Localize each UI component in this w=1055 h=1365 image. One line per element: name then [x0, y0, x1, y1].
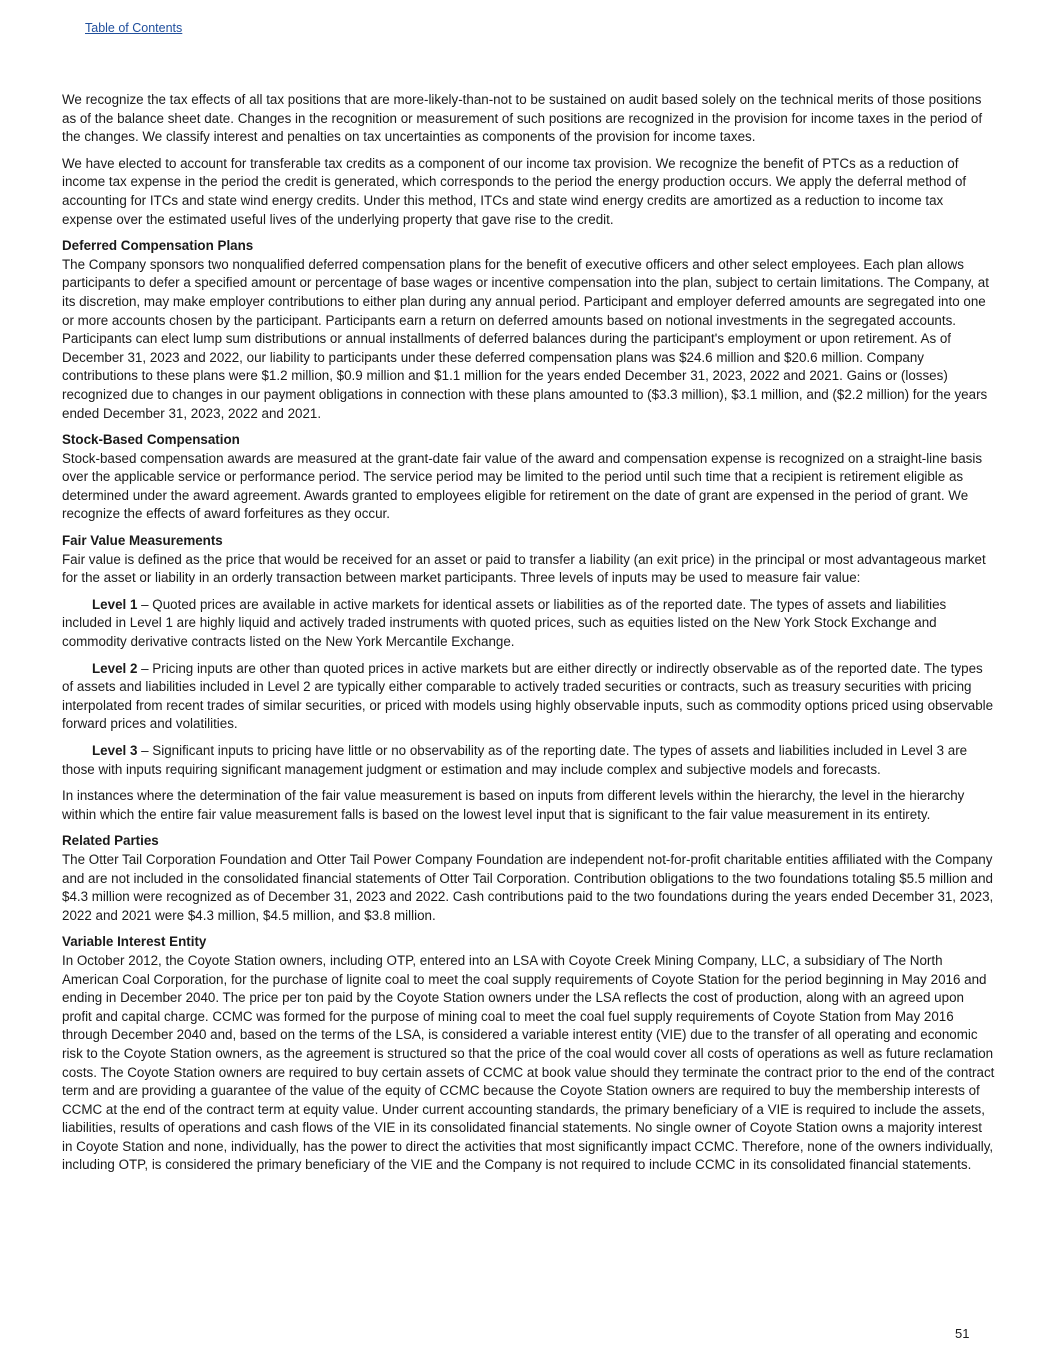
- variable-interest-entity-section: [62, 933, 995, 1175]
- level-2-label: Level 2: [92, 660, 138, 676]
- level-1-label: Level 1: [92, 596, 138, 612]
- table-of-contents-link[interactable]: Table of Contents: [85, 21, 183, 35]
- stock-compensation-section: [62, 431, 995, 524]
- fair-value-hierarchy-paragraph: In instances where the determination of the fair value measurement is based on inputs from different levels within the hierarchy, the level in the hierarchy within which the entire fair value measurement falls is based on the lowest level input that is significant to the fair value measurement in its entirety.: [62, 788, 965, 822]
- stock-compensation-heading: Stock-Based Compensation: [62, 432, 240, 448]
- level-3-paragraph: [62, 742, 995, 779]
- fair-value-heading: Fair Value Measurements: [62, 533, 223, 549]
- level-3-text: – Significant inputs to pricing have little or no observability as of the reporting date. The types of assets and liabilities included in Level 3 are those with inputs requiring significant management judgment or estimation and may include complex and subjective models and forecasts.: [62, 743, 968, 777]
- deferred-compensation-body: The Company sponsors two nonqualified deferred compensation plans for the benefit of executive officers and other select employees. Each plan allows participants to defer a specified amount or percentage of base wages or incentive compensation into the plan, subject to certain limitations. The Company, at its discretion, may make employer contributions to either plan during any annual period. Participant and employer deferred amounts are segregated into one or more accounts chosen by the participant. Participants earn a return on deferred amounts based on notional investments in the segregated accounts. Participants can elect lump sum distributions or annual installments of deferred balances during the participant's employment or upon retirement. As of December 31, 2023 and 2022, our liability to participants under these deferred compensation plans was $24.6 million and $20.6 million. Company contributions to these plans were $1.2 million, $0.9 million and $1.1 million for the years ended December 31, 2023, 2022 and 2021. Gains or (losses) recognized due to changes in our payment obligations in connection with these plans amounted to ($3.3 million), $3.1 million, and ($2.2 million) for the years ended December 31, 2023, 2022 and 2021.: [62, 256, 989, 421]
- level-1-text: – Quoted prices are available in active markets for identical assets or liabilities as of the reported date. The types of assets and liabilities included in Level 1 are highly liquid and actively traded instruments with quoted prices, such as equities listed on the New York Stock Exchange and commodity derivative contracts listed on the New York Mercantile Exchange.: [62, 596, 947, 650]
- related-parties-body: The Otter Tail Corporation Foundation and Otter Tail Power Company Foundation are independent not-for-profit charitable entities affiliated with the Company and are not included in the consolidated financial statements of Otter Tail Corporation. Contribution obligations to the two foundations totaling $5.5 million and $4.3 million were recognized as of December 31, 2023 and 2022. Cash contributions paid to the two foundations during the years ended December 31, 2023, 2022 and 2021 were $4.3 million, $4.5 million, and $3.8 million.: [62, 851, 994, 923]
- deferred-compensation-heading: Deferred Compensation Plans: [62, 238, 254, 254]
- related-parties-section: [62, 832, 995, 925]
- stock-compensation-body: Stock-based compensation awards are measured at the grant-date fair value of the award and compensation expense is recognized on a straight-line basis over the applicable service or performance period. The service period may be limited to the period until such time that a recipient is retirement eligible as determined under the award agreement. Awards granted to employees eligible for retirement on the date of grant are expensed in the period of grant. We recognize the effects of award forfeitures as they occur.: [62, 450, 983, 522]
- related-parties-heading: Related Parties: [62, 833, 159, 849]
- level-3-label: Level 3: [92, 743, 138, 758]
- deferred-compensation-section: [62, 237, 995, 423]
- fair-value-body: Fair value is defined as the price that would be received for an asset or paid to transfer a liability (an exit price) in the principal or most advantageous market for the asset or liability in an orderly transaction between market participants. Three levels of inputs may be used to measure fair value:: [62, 551, 986, 586]
- tax-credits-paragraph: We have elected to account for transferable tax credits as a component of our income tax provision. We recognize the benefit of PTCs as a reduction of income tax expense in the period the credit is generated, which corresponds to the period the energy production occurs. We apply the deferral method of accounting for ITCs and state wind energy credits. Under this method, ITCs and state wind energy credits are amortized as a reduction to income tax expense over the estimated useful lives of the underlying property that gave rise to the credit.: [62, 155, 967, 227]
- page-number: 51: [955, 1326, 970, 1341]
- document-body: [62, 91, 995, 1183]
- level-1-paragraph: [62, 596, 995, 652]
- variable-interest-entity-body: In October 2012, the Coyote Station owners, including OTP, entered into an LSA with Coyote Creek Mining Company, LLC, a subsidiary of The North American Coal Corporation, for the purchase of lignite coal to meet the coal supply requirements of Coyote Station for the period beginning in May 2016 and ending in December 2040. The price per ton paid by the Coyote Station owners under the LSA reflects the cost of production, along with an agreed upon profit and capital charge. CCMC was formed for the purpose of mining coal to meet the coal fuel supply requirements of Coyote Station from May 2016 through December 2040 and, based on the terms of the LSA, is considered a variable interest entity (VIE) due to the transfer of all operating and economic risk to the Coyote Station owners, as the agreement is structured so that the price of the coal would cover all costs of operations as well as future reclamation costs. The Coyote Station owners are required to buy certain assets of CCMC at book value should they terminate the contract prior to the end of the contract term and are providing a guarantee of the value of the equity of CCMC because the Coyote Station owners are required to buy the membership interests of CCMC at the end of the contract term at equity value. Under current accounting standards, the primary beneficiary of a VIE is required to include the assets, liabilities, results of operations and cash flows of the VIE in its consolidated financial statements. No single owner of Coyote Station owns a majority interest in Coyote Station and none, individually, has the power to direct the activities that most significantly impact CCMC. Therefore, none of the owners individually, including OTP, is considered the primary beneficiary of the VIE and the Company is not required to include CCMC in its consolidated financial statements.: [62, 952, 995, 1173]
- tax-positions-paragraph: We recognize the tax effects of all tax positions that are more-likely-than-not to be sustained on audit based solely on the technical merits of those positions as of the balance sheet date. Changes in the recognition or measurement of such positions are recognized in the provision for income taxes in the period of the changes. We classify interest and penalties on tax uncertainties as components of the provision for income taxes.: [62, 92, 983, 145]
- variable-interest-entity-heading: Variable Interest Entity: [62, 934, 207, 950]
- level-2-text: – Pricing inputs are other than quoted prices in active markets but are either directly or indirectly observable as of the reported date. The types of assets and liabilities included in Level 2 are typically either comparable to actively traded securities or contracts, such as treasury securities with pricing interpolated from recent trades of similar securities, or priced with models using highly observable inputs, such as commodity options priced using observable forward prices and volatilities.: [62, 660, 994, 732]
- level-2-paragraph: [62, 660, 995, 734]
- fair-value-section: [62, 532, 995, 588]
